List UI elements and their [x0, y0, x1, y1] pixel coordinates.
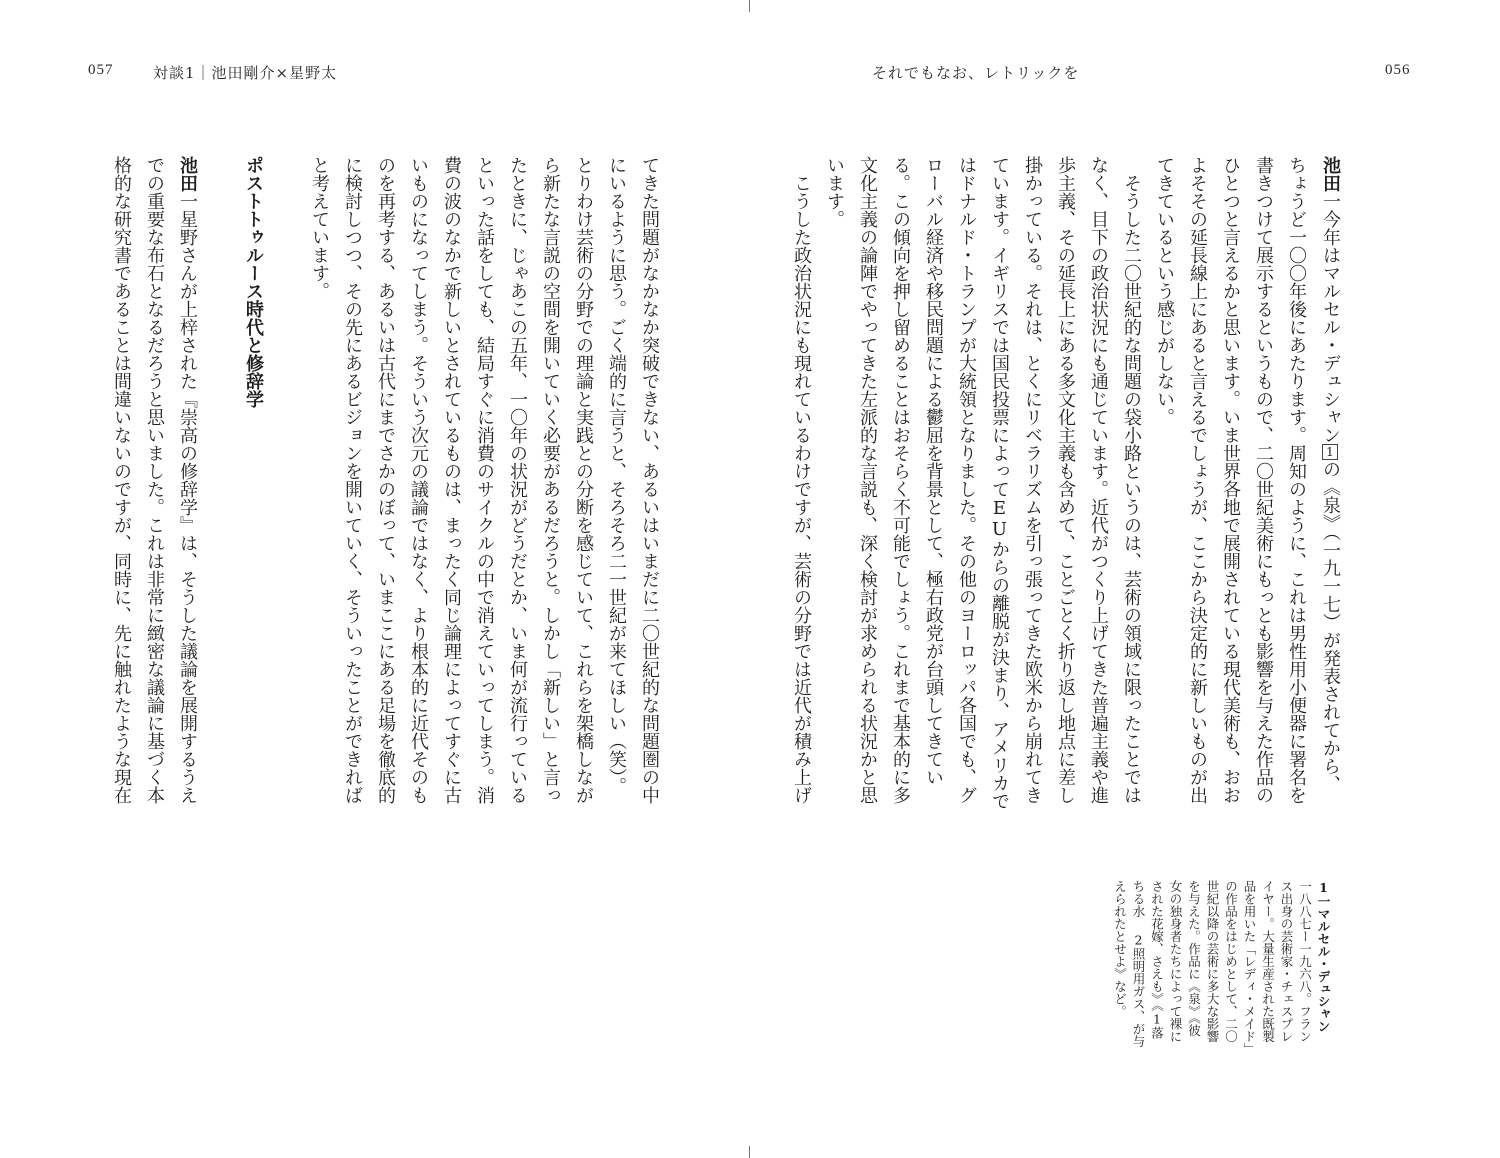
text-line: ひとつと言えるかと思います。いま世界各地で展開されている現代美術も、おお [1220, 156, 1241, 804]
text-line: とりわけ芸術の分野での理論と実践との分断を感じていて、これらを架橋しなが [573, 156, 594, 804]
text-line: よそその延長線上にあると言えるでしょうが、ここから決定的に新しいものが出 [1187, 156, 1208, 804]
blank-line [270, 156, 303, 856]
text-line: にいるように思う。ごく端的に言うと、そろそろ二一世紀が来てほしい（笑）。 [606, 156, 627, 795]
body-text [791, 156, 1347, 856]
speaker-name: 池田 [1320, 156, 1341, 192]
speaker-text: 一今年はマルセル・デュシャン [1320, 192, 1341, 444]
text-line: こうした政治状況にも現れているわけですが、芸術の分野では近代が積み上げ [791, 156, 812, 804]
text-line-speaker [1313, 156, 1347, 856]
text-line: 格的な研究書であることは間違いないのですが、同時に、先に触れたような現在 [111, 156, 132, 804]
text-line: ら新たな言説の空間を開いていく必要があるだろうと。しかし「新しい」と言っ [540, 156, 561, 804]
footnote-line: 品を用いた「レディ・メイド」 [1242, 880, 1257, 1055]
text-line: 歩主義、その延長上にある多文化主義も含めて、ことごとく折り返し地点に差し [1055, 156, 1076, 804]
text-line: 費の波のなかで新しいとされているものは、まったく同じ論理によってすぐに古 [441, 156, 462, 804]
footnote-line: された花嫁、さえも》《1落 [1149, 880, 1165, 1039]
running-title: それでもなお、レトリックを [872, 64, 1080, 82]
section-heading: ポストトゥルース時代と修辞学 [243, 156, 264, 408]
text-line: てきた問題がなかなか突破できない、あるいはいまだに二〇世紀的な問題圏の中 [639, 156, 660, 804]
text-line: に検討しつつ、その先にあるビジョンを開いていく、そういったことができれば [342, 156, 363, 804]
text-line: といった話をしても、結局すぐに消費のサイクルの中で消えていってしまう。消 [474, 156, 495, 804]
blank-line [204, 156, 237, 856]
page-number: 056 [1385, 62, 1411, 78]
footnote-line: えられたとせよ》など。 [1112, 880, 1128, 1018]
text-line: なく、目下の政治状況にも通じています。近代がつくり上げてきた普遍主義や進 [1088, 156, 1109, 804]
body-text [83, 156, 666, 856]
text-line: 文化主義の論陣でやってきた左派的な言説も、深く検討が求められる状況かと思 [857, 156, 878, 804]
page-number: 057 [88, 62, 114, 78]
text-line: たときに、じゃあこの五年、一〇年の状況がどうだとか、いま何が流行っている [507, 156, 528, 804]
footnote-line: を与えた。作品に《泉》《彼 [1186, 880, 1202, 1037]
text-line: る。この傾向を押し留めることはおそらく不可能でしょう。これまで基本的に多 [890, 156, 911, 804]
text-line: います。 [824, 156, 845, 228]
speaker-text: 一星野さんが上梓された『崇高の修辞学』は、そうした議論を展開するうえ [177, 192, 198, 804]
footnote-line: 世紀以降の芸術に多大な影響 [1205, 880, 1220, 1043]
footnote-line: 一八八七ー一九六八。フラン [1297, 880, 1313, 1043]
text-line: てきているという感じがしない。 [1154, 156, 1175, 426]
running-title: 対談1｜池田剛介×星野太 [153, 64, 338, 82]
speaker-name: 池田 [177, 156, 198, 192]
text-line: 掛かっている。それは、とくにリベラリズムを引っ張ってきた欧米から崩れてき [1022, 156, 1043, 804]
text-line-speaker [171, 156, 204, 856]
footnote-title: 1一マルセル・デュシャン [1316, 880, 1331, 1033]
speaker-text-tail: の《泉》（一九一七）が発表されてから、 [1320, 460, 1341, 793]
text-line: ています。イギリスでは国民投票によってEUからの離脱が決まり、アメリカで [989, 156, 1010, 810]
footnote [1112, 880, 1332, 1060]
text-line: のを再考する、あるいは古代にまでさかのぼって、いまここにある足場を徹底的 [375, 156, 396, 804]
text-line: そうした二〇世紀的な問題の袋小路というのは、芸術の領域に限ったことでは [1121, 156, 1142, 804]
text-line: ローバル経済や移民問題による鬱屈を背景として、極右政党が台頭してきてい [923, 156, 944, 786]
text-line: ちょうど一〇〇年後にあたります。周知のように、これは男性用小便器に署名を [1286, 156, 1307, 804]
footnote-reference[interactable]: 1 [1323, 445, 1337, 459]
text-line: 書きつけて展示するというもので、二〇世紀美術にもっとも影響を与えた作品の [1253, 156, 1274, 804]
text-line: での重要な布石となるだろうと思いました。これは非常に緻密な議論に基づく本 [144, 156, 165, 804]
footnote-line: イヤー。大量生産された既製 [1260, 880, 1276, 1043]
text-line: と考えています。 [309, 156, 330, 300]
text-line: はドナルド・トランプが大統領となりました。その他のヨーロッパ各国でも、グ [956, 156, 977, 804]
right-page [750, 0, 1500, 1158]
footnote-line: ス出身の芸術家・チェスプレ [1279, 880, 1294, 1043]
text-line: いものになってしまう。そういう次元の議論ではなく、より根本的に近代そのも [408, 156, 429, 804]
footnote-line: 女の独身者たちによって裸に [1168, 880, 1183, 1043]
footnote-line: の作品をはじめとして、二〇 [1223, 880, 1239, 1043]
footnote-line: ちる水 2照明用ガス、が与 [1131, 880, 1146, 1048]
